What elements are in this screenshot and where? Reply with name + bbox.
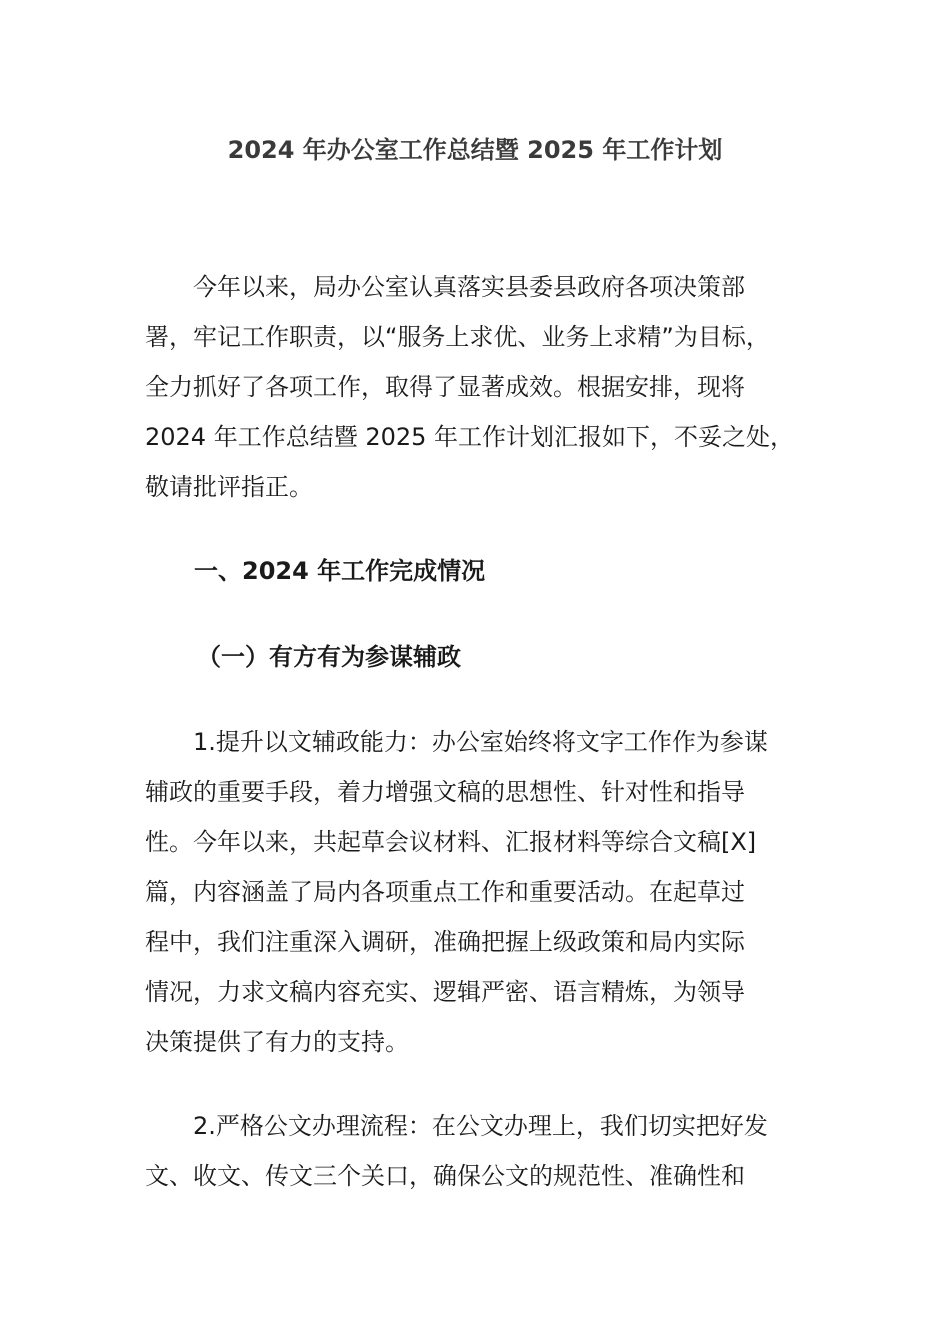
subsection-heading-1: （一）有方有为参谋辅政 (197, 643, 461, 671)
intro-line-4: 2024 年工作总结暨 2025 年工作计划汇报如下，不妥之处， (145, 423, 795, 451)
item-2-line-2: 文、收文、传文三个关口，确保公文的规范性、准确性和 (145, 1162, 745, 1190)
intro-line-3: 全力抓好了各项工作，取得了显著成效。根据安排，现将 (145, 373, 745, 401)
item-1-line-7: 决策提供了有力的支持。 (145, 1028, 409, 1056)
intro-line-2: 署，牢记工作职责，以“服务上求优、业务上求精”为目标， (145, 323, 770, 351)
section-heading-1: 一、2024 年工作完成情况 (194, 557, 486, 585)
item-1-paragraph (145, 717, 835, 1067)
item-1-line-3: 性。今年以来，共起草会议材料、汇报材料等综合文稿[X] (145, 828, 757, 856)
document-title: 2024 年办公室工作总结暨 2025 年工作计划 (227, 136, 723, 164)
intro-line-5: 敬请批评指正。 (145, 473, 313, 501)
item-2-paragraph (145, 1101, 835, 1201)
intro-line-1: 今年以来，局办公室认真落实县委县政府各项决策部 (193, 273, 745, 301)
item-1-line-6: 情况，力求文稿内容充实、逻辑严密、语言精炼，为领导 (145, 978, 745, 1006)
item-1-line-5: 程中，我们注重深入调研，准确把握上级政策和局内实际 (145, 928, 745, 956)
item-1-line-4: 篇，内容涵盖了局内各项重点工作和重要活动。在起草过 (145, 878, 745, 906)
item-2-line-1: 2.严格公文办理流程：在公文办理上，我们切实把好发 (193, 1112, 768, 1140)
item-1-line-1: 1.提升以文辅政能力：办公室始终将文字工作作为参谋 (193, 728, 768, 756)
intro-paragraph (145, 262, 835, 512)
item-1-line-2: 辅政的重要手段，着力增强文稿的思想性、针对性和指导 (145, 778, 745, 806)
